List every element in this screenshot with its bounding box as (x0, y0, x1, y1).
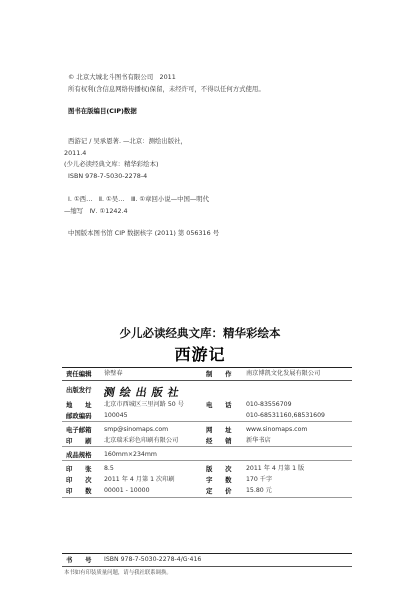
producer-label: 制 作 (206, 370, 232, 378)
cip-heading: 图书在版编目(CIP)数据 (68, 107, 137, 115)
table-rule (62, 460, 352, 461)
table-top-rule (62, 367, 352, 368)
cip-line-3: (少儿必读经典文库：精华彩绘本) (64, 160, 159, 168)
credit-row-label: 地 址 (66, 401, 92, 409)
cip-record-number: 中国版本图书馆 CIP 数据核字 (2011) 第 056316 号 (68, 229, 220, 237)
cip-line-classification: Ⅰ. ①西… Ⅱ. ①吴… Ⅲ. ①章回小说—中国—明代 (68, 195, 210, 203)
credit-row-label-right: 经 销 (206, 437, 232, 445)
credit-row-label-right: 版 次 (206, 465, 232, 473)
table-isbn-rule (62, 553, 352, 554)
table-rule (62, 497, 352, 498)
credit-row-label: 印 数 (66, 487, 92, 495)
credit-row-value: 北京瑞禾彩色印刷有限公司 (104, 437, 179, 444)
credit-row-value-right: 15.80 元 (246, 487, 272, 494)
credit-row-label-right: 定 价 (206, 487, 232, 495)
table-rule (62, 380, 352, 381)
credit-row-value-right: 新华书店 (246, 437, 271, 444)
credit-row-label-right: 字 数 (206, 476, 232, 484)
credit-row-value: 100045 (104, 412, 128, 419)
credit-row-label: 印 张 (66, 465, 92, 473)
credit-row-value: 北京市西城区三里河路 50 号 (104, 401, 184, 408)
table-rule (62, 421, 352, 422)
credit-row-label: 电子邮箱 (66, 426, 92, 434)
footnote: 本书如有印装质量问题，请与我社联系调换。 (64, 570, 172, 576)
credit-row-value: 160mm×234mm (104, 451, 157, 458)
cip-line-1: 西游记 / 吴承恩著. —北京：测绘出版社， (68, 137, 187, 145)
credit-row-value-right: 010-68531160,68531609 (246, 412, 325, 419)
credit-row-label: 印 次 (66, 476, 92, 484)
series-title: 少儿必读经典文库：精华彩绘本 (119, 326, 281, 340)
table-bottom-rule (62, 566, 352, 567)
cip-line-isbn: ISBN 978-7-5030-2278-4 (68, 172, 148, 180)
book-title: 西游记 (174, 345, 226, 364)
credit-row-value: 00001 - 10000 (104, 487, 150, 494)
credit-row-value-right: www.sinomaps.com (246, 426, 308, 433)
isbn-value: ISBN 978-7-5030-2278-4/G·416 (104, 556, 202, 563)
rights-reserved-line: 所有权利(含信息网络传播权)保留，未经许可，不得以任何方式使用。 (68, 85, 265, 93)
isbn-label: 书 号 (66, 556, 92, 564)
cip-line-2: 2011.4 (64, 149, 87, 157)
credit-row-value-right: 2011 年 4 月第 1 版 (246, 465, 305, 472)
credit-row-value: 2011 年 4 月第 1 次印刷 (104, 476, 175, 483)
credit-row-value: smp@sinomaps.com (104, 426, 169, 433)
credit-row-label: 邮政编码 (66, 412, 92, 420)
publisher-logo: 测绘出版社 (102, 386, 185, 399)
credit-row-label-right: 网 址 (206, 426, 232, 434)
cip-line-classification-cont: —缩写 Ⅳ. ①1242.4 (64, 207, 128, 215)
producer-value: 南京博凯文化发展有限公司 (246, 370, 321, 377)
credit-row-value-right: 170 千字 (246, 476, 273, 483)
publisher-label: 出版发行 (66, 386, 92, 394)
credit-row-value-right: 010-83556709 (246, 401, 292, 408)
editor-value: 徐璧春 (104, 370, 123, 377)
copyright-line: © 北京大城北斗图书有限公司 2011 (68, 73, 176, 81)
credit-row-value: 8.5 (104, 465, 114, 472)
credit-row-label: 印 刷 (66, 437, 92, 445)
credit-row-label-right: 电 话 (206, 401, 232, 409)
table-rule (62, 446, 352, 447)
editor-label: 责任编辑 (66, 370, 92, 378)
credit-row-label: 成品规格 (66, 451, 92, 459)
